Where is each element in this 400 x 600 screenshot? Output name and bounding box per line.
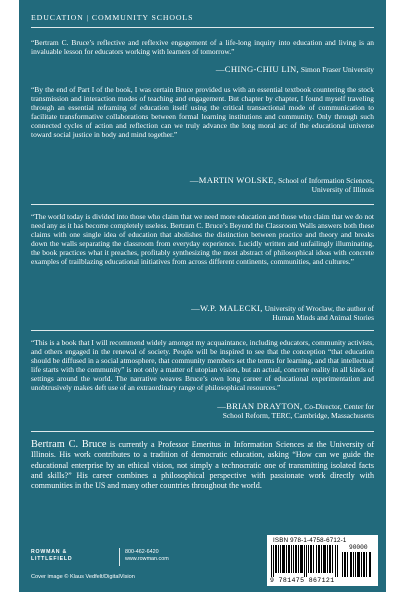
back-cover: [19, 0, 386, 592]
publisher-url: www.rowman.com: [125, 556, 169, 562]
quote-1-attribution: [216, 65, 374, 74]
category-label: EDUCATION | COMMUNITY SCHOOLS: [31, 13, 194, 22]
ean-number: 9 781475 867121: [270, 577, 335, 584]
quote-4-affiliation-line2: School Reform, TERC, Cambridge, Massachusetts: [222, 411, 374, 421]
barcode-block: [267, 535, 378, 586]
publisher-logo: [31, 549, 72, 562]
quote-2-affiliation: School of Information Sciences,: [278, 176, 374, 185]
publisher-phone: 800-462-6420: [125, 549, 159, 555]
divider-2: [31, 330, 374, 331]
divider-3: [31, 431, 374, 432]
quote-4-name: —BRIAN DRAYTON,: [217, 401, 303, 411]
quote-4-text: “This is a book that I will recommend widely amongst my acquaintance, including educators, community activists, and others engaged in the renewal of society. People will be inspired to see that the conception “that education should be diffused in a social atmosphere, that community members set the terms for learning, and that intellectual life starts with the community” is not only a matter of utopian vision, but an actual, concrete reality in all kinds of settings around the world. The narrative weaves Bruce’s own long career of educational experimentation and unobtrusively makes deft use of an extraordinary range of philosophical resources.”: [31, 338, 374, 393]
author-bio-text: is currently a Professor Emeritus in Information Sciences at the University of Illinois. His work contributes to a tradition of democratic education, asking “How can we guide the educational enterprise by an ethical vision, not simply a technocratic one of transmitting isolated facts and skills?” His career combines a philosophical perspective with passionate work directly with communities in the US and many other countries throughout the world.: [31, 440, 374, 491]
quote-3-attribution: [191, 304, 374, 322]
cover-image-credit: Cover image © Klaus Vedfelt/DigitalVision: [31, 574, 135, 580]
quote-2-affiliation-line2: University of Illinois: [311, 185, 374, 195]
quote-3-name: —W.P. MALECKI,: [191, 303, 263, 313]
quote-4-attribution: [217, 402, 374, 420]
header-rule: [31, 27, 374, 28]
quote-2-attribution: [190, 176, 374, 194]
quote-3-text: “The world today is divided into those who claim that we need more education and those who claim that we do not need any as it has become completely useless. Bertram C. Bruce’s Beyond the Classroom Walls answers both these claims with one single idea of education that abolishes the distinction between practice and theory and breaks down the walls separating the classroom from everyday experience. Lucidly written and unfailingly illuminating, the book practices what it preaches, profitably synthesizing the most abstract of philosophical ideas with concrete examples of trailblazing educational initiatives from across different continents, communities, and cultures.”: [31, 212, 374, 267]
quote-1-name: —CHING-CHIU LIN,: [215, 64, 299, 74]
price-addon-label: 90000: [349, 544, 368, 551]
publisher-contact: [125, 549, 169, 563]
isbn-barcode: [271, 545, 339, 577]
quote-1-affiliation: Simon Fraser University: [300, 65, 374, 74]
divider-1: [31, 204, 374, 205]
publisher-separator: [119, 548, 120, 566]
publisher-logo-line1: ROWMAN &: [31, 549, 68, 555]
quote-2-name: —MARTIN WOLSKE,: [189, 175, 277, 185]
quote-1-text: “Bertram C. Bruce’s reflective and reflexive engagement of a life-long inquiry into education and living is an invaluable lesson for educators working with learners of tomorrow.”: [31, 38, 374, 57]
quote-3-affiliation-line2: Human Minds and Animal Stories: [272, 313, 374, 323]
quote-3-affiliation: University of Wroclaw, the author of: [264, 304, 374, 313]
quote-2-text: “By the end of Part I of the book, I was certain Bruce provided us with an essential textbook countering the stock transmission and interaction modes of teaching and engagement. But chapter by chapter, I found myself traveling through an essential reframing of education itself using the critical transactional mode of communication to facilitate transformative collaborations between formal learning institutions and community. Only through such connected cycles of action and reflection can we truly advance the long moral arc of the educational universe toward social justice in body and mind together.”: [31, 85, 374, 140]
price-addon-barcode: [342, 552, 372, 577]
isbn-label: ISBN 978-1-4758-6712-1: [273, 537, 347, 544]
publisher-logo-line2: LITTLEFIELD: [31, 555, 73, 562]
author-name: Bertram C. Bruce: [31, 439, 107, 450]
quote-4-affiliation: Co-Director, Center for: [304, 402, 374, 411]
author-bio: [31, 440, 374, 491]
